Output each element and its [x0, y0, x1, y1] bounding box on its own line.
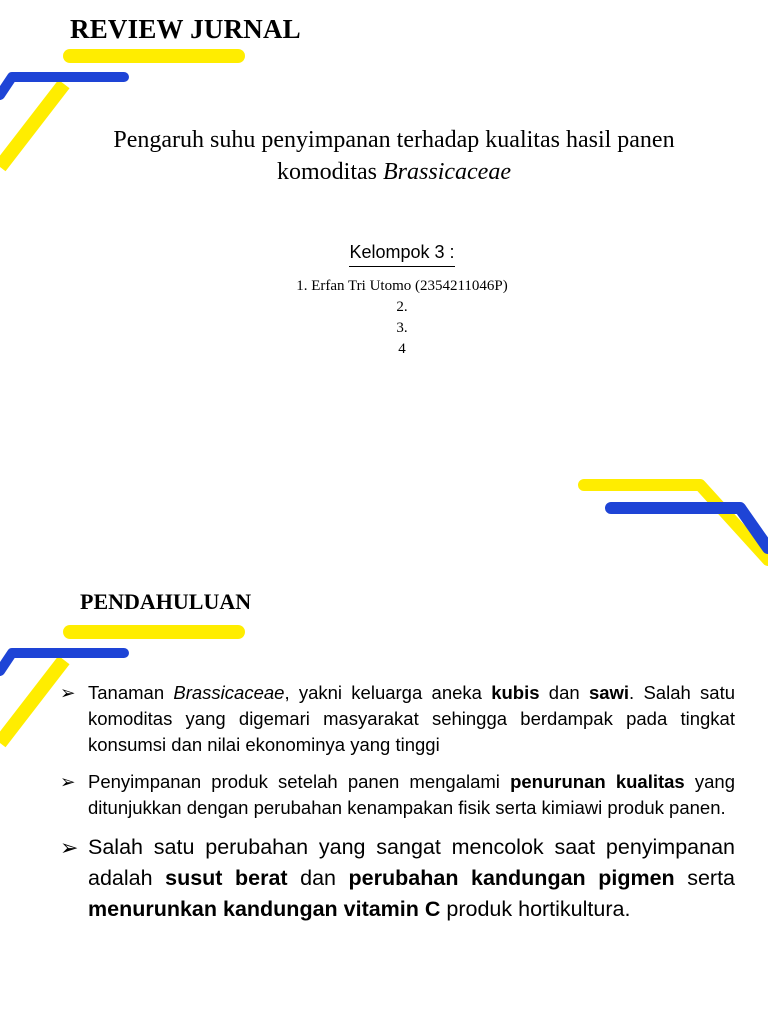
review-title: REVIEW JURNAL [70, 14, 301, 44]
member-item: 3. [396, 320, 408, 336]
bullet-italic: Brassicaceae [173, 682, 285, 703]
bullet-text: , yakni keluarga aneka [284, 682, 492, 703]
member-item: 1. Erfan Tri Utomo (2354211046P) [296, 278, 508, 294]
bullet-text: dan [287, 866, 349, 890]
group-label: Kelompok 3 : [349, 242, 454, 267]
bullet-text: Penyimpanan produk setelah panen mengalami [88, 771, 511, 792]
bullet-item [60, 769, 735, 821]
member-item: 4 [398, 341, 406, 357]
paper-title-line1: Pengaruh suhu penyimpanan terhadap kualitas hasil panen [113, 127, 675, 153]
group-heading [0, 242, 768, 267]
bullet-item [60, 832, 735, 925]
bullet-bold: perubahan kandungan pigmen [348, 866, 675, 890]
bullet-bold: menurunkan kandungan vitamin C [88, 897, 441, 921]
member-list [0, 276, 768, 360]
bullet-text: . Salah satu komoditas yang digemari masyarakat sehingga berdampak pada tingkat konsumsi dan nilai ekonominya yang tinggi [88, 682, 735, 755]
arrow-bullet-icon: ➢ [60, 835, 79, 860]
arrow-bullet-icon: ➢ [60, 771, 76, 792]
paper-title-line2: komoditas [277, 159, 384, 185]
bullet-bold: penurunan kualitas [510, 771, 685, 792]
bullet-text: produk hortikultura. [440, 897, 631, 921]
bullet-item [60, 680, 735, 758]
bullet-bold: susut berat [165, 866, 288, 890]
paper-title [40, 124, 748, 188]
bullet-text: Salah satu perubahan yang sangat mencolok saat penyimpanan adalah [88, 835, 735, 890]
bottom-right-stripes [584, 485, 768, 560]
bullet-text: dan [539, 682, 589, 703]
bullet-bold: kubis [491, 682, 540, 703]
paper-title-italic: Brassicaceae [383, 159, 511, 185]
introduction-slide [0, 576, 768, 1024]
bullet-bold: sawi [588, 682, 630, 703]
member-item: 2. [396, 299, 408, 315]
section-title: PENDAHULUAN [80, 589, 252, 614]
bullet-text: serta [674, 866, 735, 890]
bullet-list [60, 680, 735, 925]
bullet-text: Tanaman [88, 682, 174, 703]
bullet-text: yang ditunjukkan dengan perubahan kenampakan fisik serta kimiawi produk panen. [88, 771, 735, 818]
arrow-bullet-icon: ➢ [60, 682, 76, 703]
